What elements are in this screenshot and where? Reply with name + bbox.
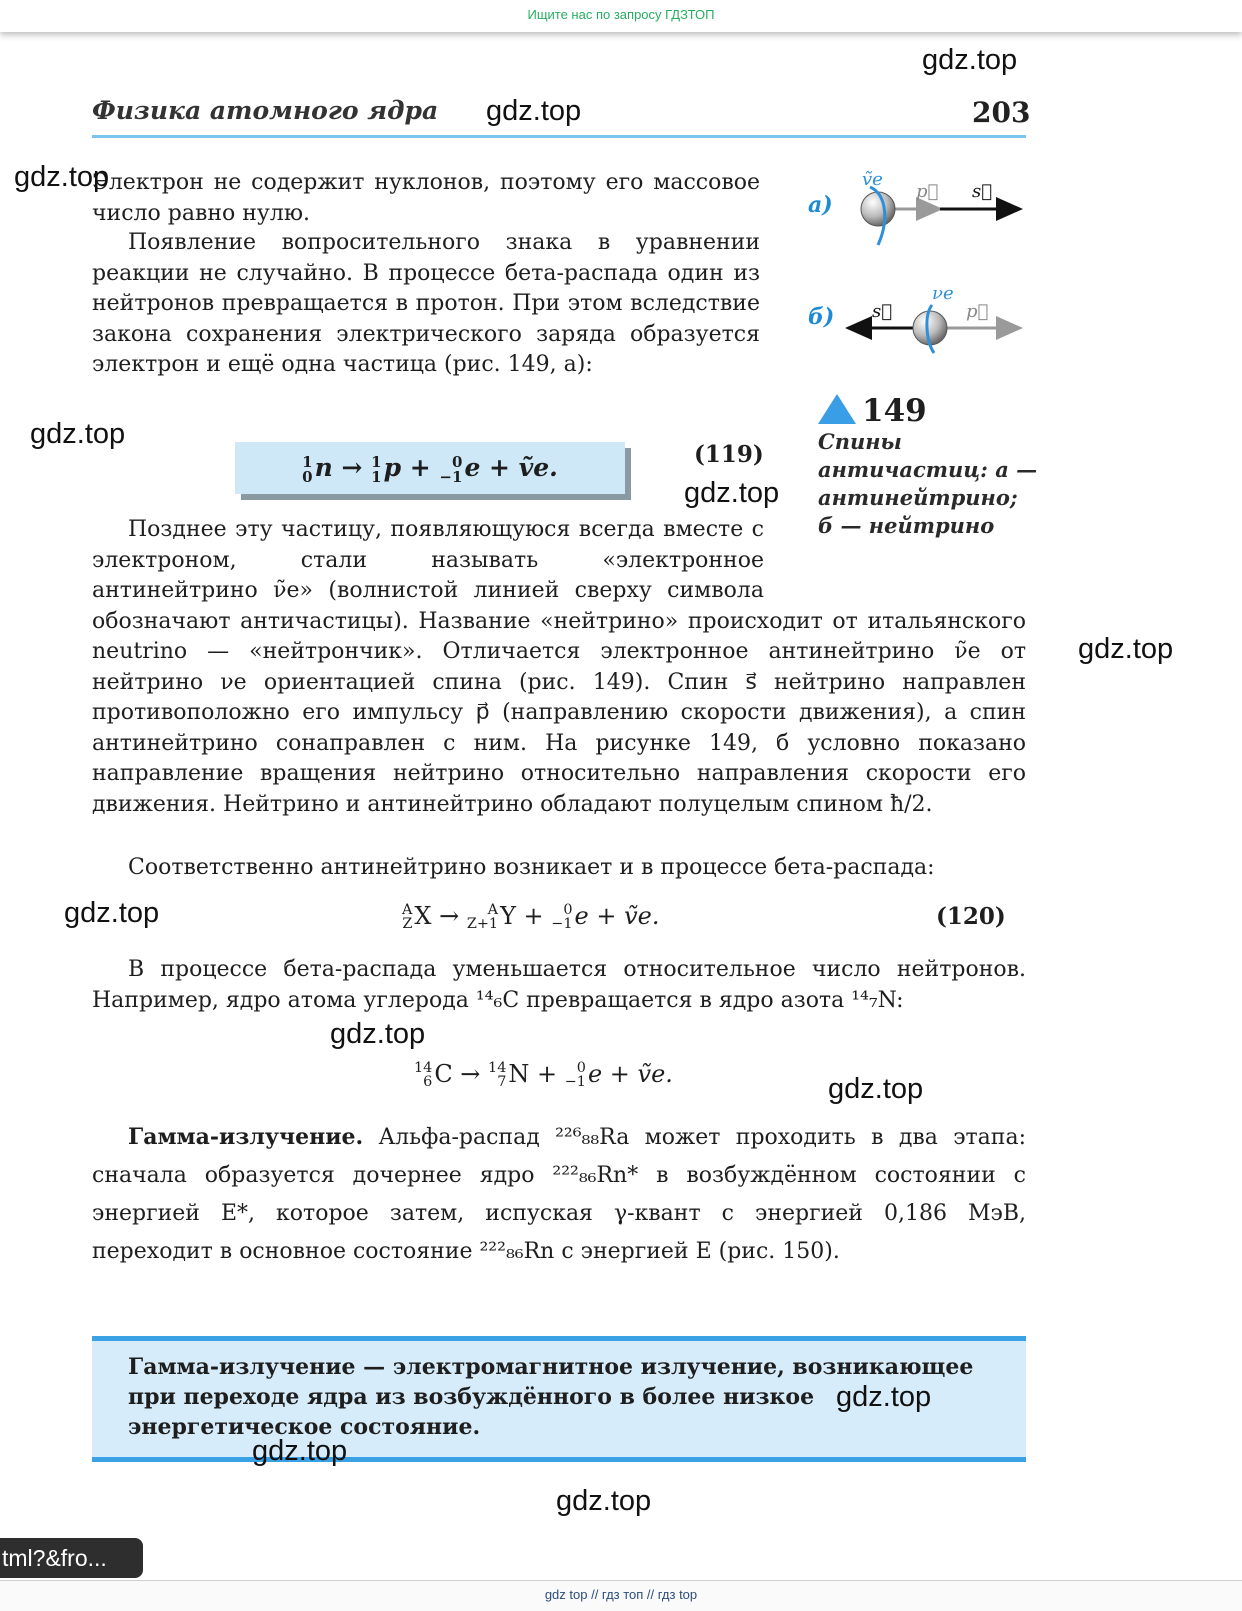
- watermark: gdz.top: [828, 1073, 924, 1105]
- equation-119-number: (119): [694, 441, 764, 468]
- symbol-s-a: s⃗: [972, 181, 993, 202]
- paragraph-1: Электрон не содержит нуклонов, поэтому его массовое число равно нулю.: [92, 170, 760, 226]
- paragraph-4: Соответственно антинейтрино возникает и в процессе бета-распада:: [128, 855, 935, 880]
- watermark: gdz.top: [1078, 633, 1174, 665]
- symbol-p-a: p⃗: [916, 181, 939, 202]
- equation-carbon-tail: e + ṽe.: [587, 1060, 673, 1088]
- neutrino-figure: [848, 283, 1020, 353]
- equation-120-number: (120): [936, 903, 1006, 930]
- paragraph-6: Гамма-излучение. Альфа-распад ²²⁶₈₈Ra может проходить в два этапа: сначала образуется дочернее ядро ²²²₈₆Rn* в возбуждённом состоянии с энергией E*, которое затем, испуская γ-квант с энергией 0,186 МэВ, переходит в основное состояние ²²²₈₆Rn с энергией E (рис. 150).: [92, 1124, 1026, 1264]
- watermark: gdz.top: [14, 161, 110, 193]
- header-divider: [92, 135, 1026, 138]
- footer-links[interactable]: gdz top // гдз топ // гдз top: [0, 1580, 1242, 1611]
- watermark: gdz.top: [556, 1485, 652, 1517]
- figure-label-b: б): [808, 304, 835, 330]
- antineutrino-figure: [861, 169, 1020, 245]
- paragraph-5: В процессе бета-распада уменьшается относительное число нейтронов. Например, ядро атома углерода ¹⁴₆C превращается в ядро азота ¹⁴₇N:: [92, 957, 1026, 1013]
- watermark: gdz.top: [836, 1381, 932, 1413]
- triangle-marker-icon: [818, 394, 856, 424]
- watermark: gdz.top: [922, 44, 1018, 76]
- watermark: gdz.top: [30, 418, 126, 450]
- symbol-neutrino: νe: [932, 283, 954, 304]
- equation-carbon-decay: 14 6 C → 14 7 N + 0 −1 e + ṽe.: [414, 1059, 673, 1090]
- equation-120: A Z X → A Z+1 Y + 0 −1 e + ṽe.: [402, 901, 660, 932]
- figure-label-a: а): [808, 192, 833, 218]
- equation-119: 1 0 n → 1 1 p + 0 −1 e + ṽe.: [235, 442, 625, 494]
- equation-119-tail: e + ṽe.: [464, 453, 558, 482]
- definition-text: Гамма-излучение — электромагнитное излучение, возникающее при переходе ядра из возбуждённого в более низкое энергетическое состояние.: [128, 1354, 974, 1440]
- watermark: gdz.top: [330, 1018, 426, 1050]
- watermark: gdz.top: [684, 477, 780, 509]
- figure-number: 149: [818, 393, 927, 429]
- watermark: gdz.top: [486, 95, 582, 127]
- watermark: gdz.top: [64, 897, 160, 929]
- top-banner[interactable]: Ищите нас по запросу ГДЗТОП: [0, 0, 1242, 32]
- running-header-title: Физика атомного ядра: [92, 96, 439, 125]
- equation-120-tail: e + ṽe.: [574, 902, 660, 930]
- page-number: 203: [972, 96, 1031, 129]
- symbol-p-b: p⃗: [966, 301, 989, 322]
- paragraph-3: Позднее эту частицу, появляющуюся всегда вместе с электроном, стали называть «электронное антинейтрино ν̃e» (волнистой линией сверху символа обозначают античастицы). Название «нейтрино» происходит от итальянского neutrino — «нейтрончик». Отличается электронное антинейтрино ν̃e от нейтрино νe ориентацией спина (рис. 149). Спин s⃗ нейтрино направлен противоположно его импульсу p⃗ (направлению скорости движения), а спин антинейтрино сонаправлен с ним. На рисунке 149, б условно показано направление вращения нейтрино относительно направления скорости его движения. Нейтрино и антинейтрино обладают полуцелым спином ħ/2.: [92, 517, 1026, 817]
- figure-caption: Спины античастиц: а — антинейтрино; б — нейтрино: [818, 429, 1038, 538]
- url-preview-pill[interactable]: tml?&fro...: [0, 1538, 143, 1578]
- symbol-s-b: s⃗: [872, 301, 893, 322]
- spin-diagram: [840, 165, 1040, 355]
- gamma-radiation-heading: Гамма-излучение.: [128, 1124, 364, 1150]
- paragraph-2: Появление вопросительного знака в уравнении реакции не случайно. В процессе бета-распада один из нейтронов превращается в протон. При этом вследствие закона сохранения электрического заряда образуется электрон и ещё одна частица (рис. 149, а):: [92, 230, 760, 377]
- watermark: gdz.top: [252, 1435, 348, 1467]
- symbol-antineutrino: ṽe: [862, 169, 883, 190]
